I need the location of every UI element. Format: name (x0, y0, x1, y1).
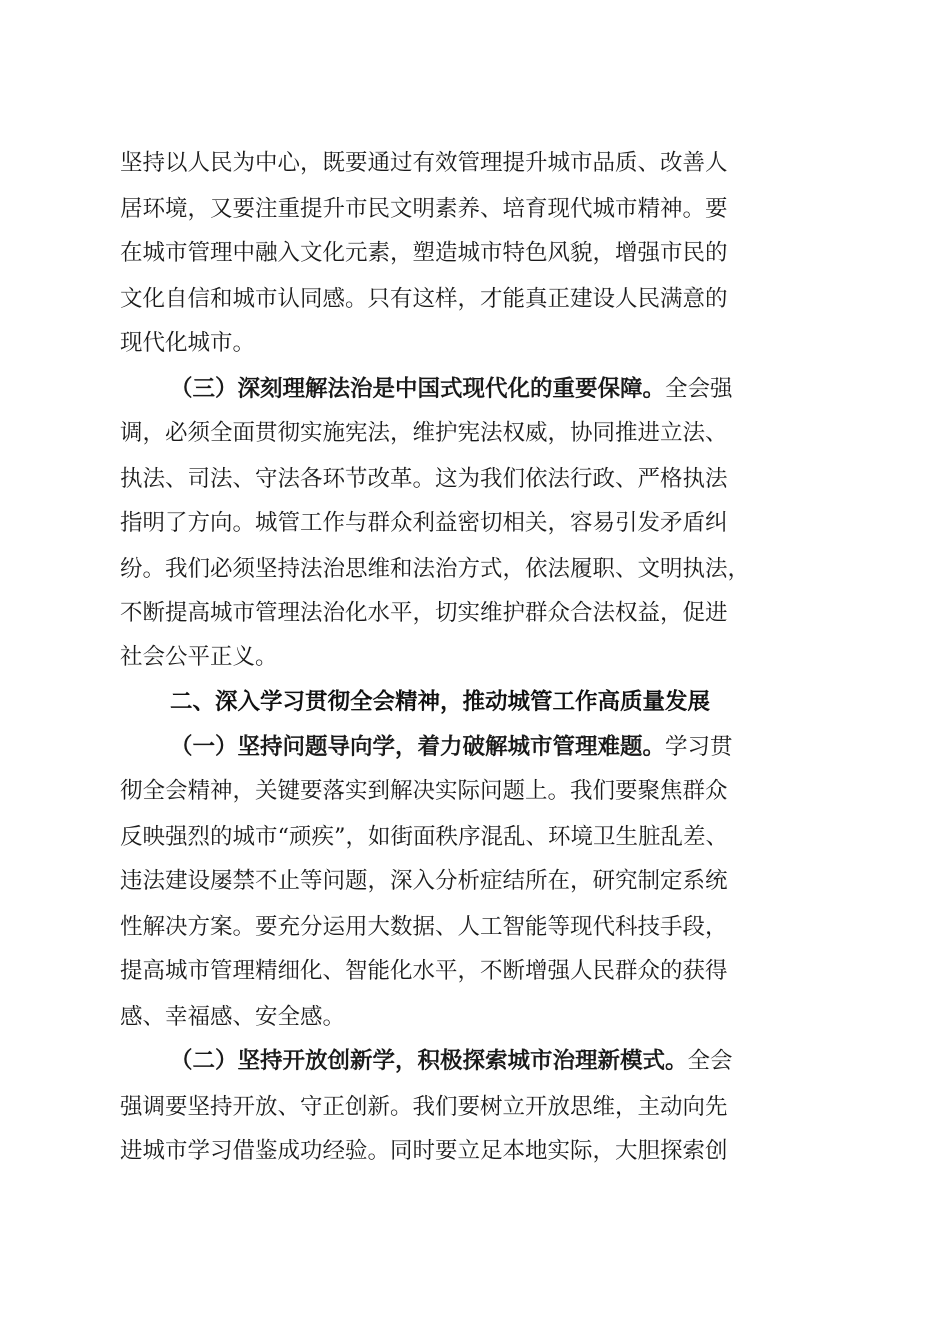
paragraph-line: 现代化城市。 (120, 330, 256, 356)
paragraph-line: 执法、司法、守法各环节改革。这为我们依法行政、严格执法 (120, 466, 728, 492)
paragraph-line: 调，必须全面贯彻实施宪法，维护宪法权威，协同推进立法、 (120, 420, 728, 446)
paragraph-line: 居环境，又要注重提升市民文明素养、培育现代城市精神。要 (120, 196, 728, 222)
paragraph-line: 纷。我们必须坚持法治思维和法治方式，依法履职、文明执法， (120, 556, 751, 582)
paragraph-line: 社会公平正义。 (120, 644, 278, 670)
paragraph-first-line (170, 1041, 840, 1081)
paragraph-line: 文化自信和城市认同感。只有这样，才能真正建设人民满意的 (120, 286, 728, 312)
paragraph-line: 性解决方案。要充分运用大数据、人工智能等现代科技手段， (120, 914, 728, 940)
paragraph-lead-rest: 学习贯 (665, 734, 733, 760)
paragraph-first-line (170, 369, 840, 409)
paragraph-line: 感、幸福感、安全感。 (120, 1004, 346, 1030)
paragraph-lead-heading: （三）深刻理解法治是中国式现代化的重要保障。 (170, 376, 666, 402)
paragraph-lead-heading: （二）坚持开放创新学，积极探索城市治理新模式。 (170, 1048, 688, 1074)
paragraph-line: 强调要坚持开放、守正创新。我们要树立开放思维，主动向先 (120, 1094, 728, 1120)
paragraph-first-line (170, 727, 840, 767)
paragraph-line: 反映强烈的城市“顽疾”，如街面秩序混乱、环境卫生脏乱差、 (120, 824, 729, 850)
paragraph-line: 坚持以人民为中心，既要通过有效管理提升城市品质、改善人 (120, 150, 728, 176)
paragraph-line: 违法建设屡禁不止等问题，深入分析症结所在，研究制定系统 (120, 868, 728, 894)
section-heading: 二、深入学习贯彻全会精神，推动城管工作高质量发展 (170, 689, 711, 715)
paragraph-lead-rest: 全会 (687, 1048, 733, 1074)
paragraph-lead-heading: （一）坚持问题导向学，着力破解城市管理难题。 (170, 734, 666, 760)
paragraph-line: 指明了方向。城管工作与群众利益密切相关，容易引发矛盾纠 (120, 510, 728, 536)
paragraph-line: 不断提高城市管理法治化水平，切实维护群众合法权益，促进 (120, 600, 728, 626)
paragraph-line: 提高城市管理精细化、智能化水平，不断增强人民群众的获得 (120, 958, 728, 984)
paragraph-lead-rest: 全会强 (665, 376, 733, 402)
paragraph-line: 彻全会精神，关键要落实到解决实际问题上。我们要聚焦群众 (120, 778, 728, 804)
paragraph-line: 在城市管理中融入文化元素，塑造城市特色风貌，增强市民的 (120, 240, 728, 266)
paragraph-line: 进城市学习借鉴成功经验。同时要立足本地实际，大胆探索创 (120, 1138, 728, 1164)
